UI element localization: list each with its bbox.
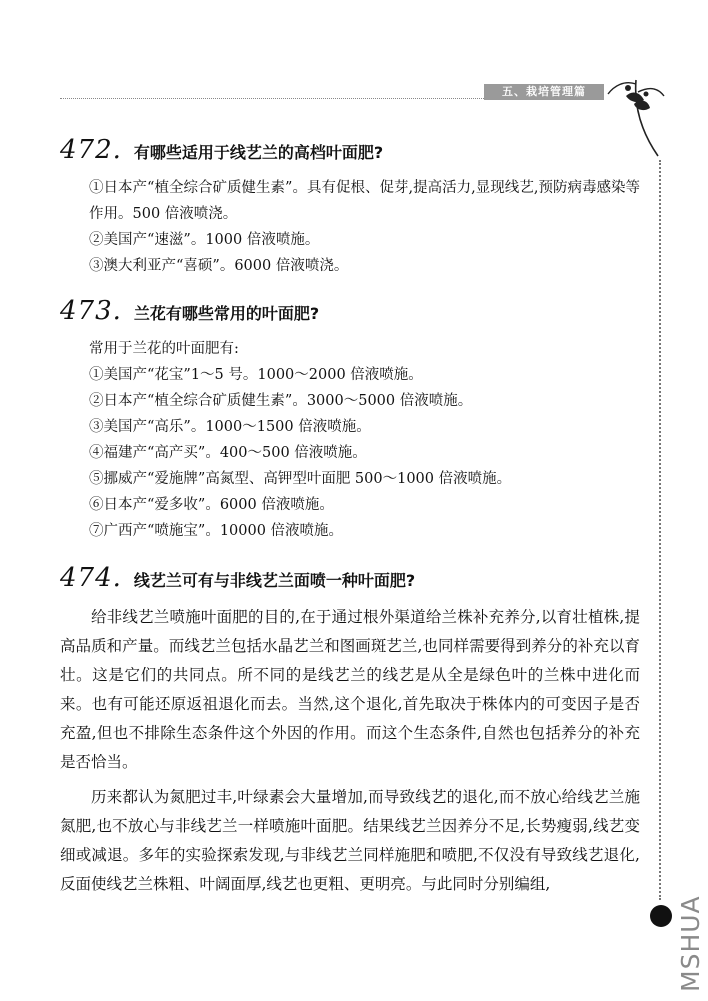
answer-item: ①日本产“植全综合矿质健生素”。具有促根、促芽,提高活力,显现线艺,预防病毒感染等作用。500 倍液喷浇。 <box>89 180 640 222</box>
answer-item: ①美国产“花宝”1～5 号。1000～2000 倍液喷施。 <box>89 367 423 383</box>
answer-item: ③美国产“高乐”。1000～1500 倍液喷施。 <box>89 419 371 435</box>
question-title: 线艺兰可有与非线艺兰面喷一种叶面肥? <box>133 571 416 590</box>
question-title: 有哪些适用于线艺兰的高档叶面肥? <box>133 143 384 162</box>
question-title: 兰花有哪些常用的叶面肥? <box>133 304 320 323</box>
question-473 <box>60 296 640 544</box>
answer-item: ②日本产“植全综合矿质健生素”。3000～5000 倍液喷施。 <box>89 393 473 409</box>
answer-item: ②美国产“速滋”。1000 倍液喷施。 <box>89 232 320 248</box>
answer-item: ⑦广西产“喷施宝”。10000 倍液喷施。 <box>89 523 344 539</box>
question-heading <box>60 135 640 165</box>
answer-item: ⑤挪威产“爱施牌”高氮型、高钾型叶面肥 500～1000 倍液喷施。 <box>89 471 512 487</box>
question-number: 472. <box>60 135 122 165</box>
body-paragraph: 历来都认为氮肥过丰,叶绿素会大量增加,而导致线艺的退化,而不放心给线艺兰施氮肥,也不放心与非线艺兰一样喷施叶面肥。结果线艺兰因养分不足,长势瘦弱,线艺变细或减退。多年的实验探索发现,与非线艺兰同样施肥和喷肥,不仅没有导致线艺退化,反面使线艺兰株粗、叶阔面厚,线艺也更粗、更明亮。与此同时分别编组, <box>60 788 640 893</box>
question-heading <box>60 296 640 326</box>
header-rule <box>60 98 500 99</box>
section-header-tag: 五、栽培管理篇 <box>484 84 604 100</box>
side-dotted-rule <box>659 160 661 900</box>
answer-item: ⑥日本产“爱多收”。6000 倍液喷施。 <box>89 497 334 513</box>
watermark: MSHUA <box>676 895 705 992</box>
question-number: 473. <box>60 296 122 326</box>
answer-intro: 常用于兰花的叶面肥有: <box>89 341 239 357</box>
question-number: 474. <box>60 563 122 593</box>
answer-item: ④福建产“高产买”。400～500 倍液喷施。 <box>89 445 367 461</box>
answer-item: ③澳大利亚产“喜硕”。6000 倍液喷浇。 <box>89 258 349 274</box>
edge-marker-dot <box>650 905 672 927</box>
question-472 <box>60 135 640 279</box>
body-paragraph: 给非线艺兰喷施叶面肥的目的,在于通过根外渠道给兰株补充养分,以育壮植株,提高品质和产量。而线艺兰包括水晶艺兰和图画斑艺兰,也同样需要得到养分的补充以育壮。这是它们的共同点。所不同的是线艺兰的线艺是从全是绿色叶的兰株中进化而来。也有可能还原返祖退化而去。当然,这个退化,首先取决于株体内的可变因子是否充盈,但也不排除生态条件这个外因的作用。而这个生态条件,自然也包括养分的补充是否恰当。 <box>60 608 640 771</box>
question-heading <box>60 563 640 593</box>
question-474 <box>60 563 640 899</box>
